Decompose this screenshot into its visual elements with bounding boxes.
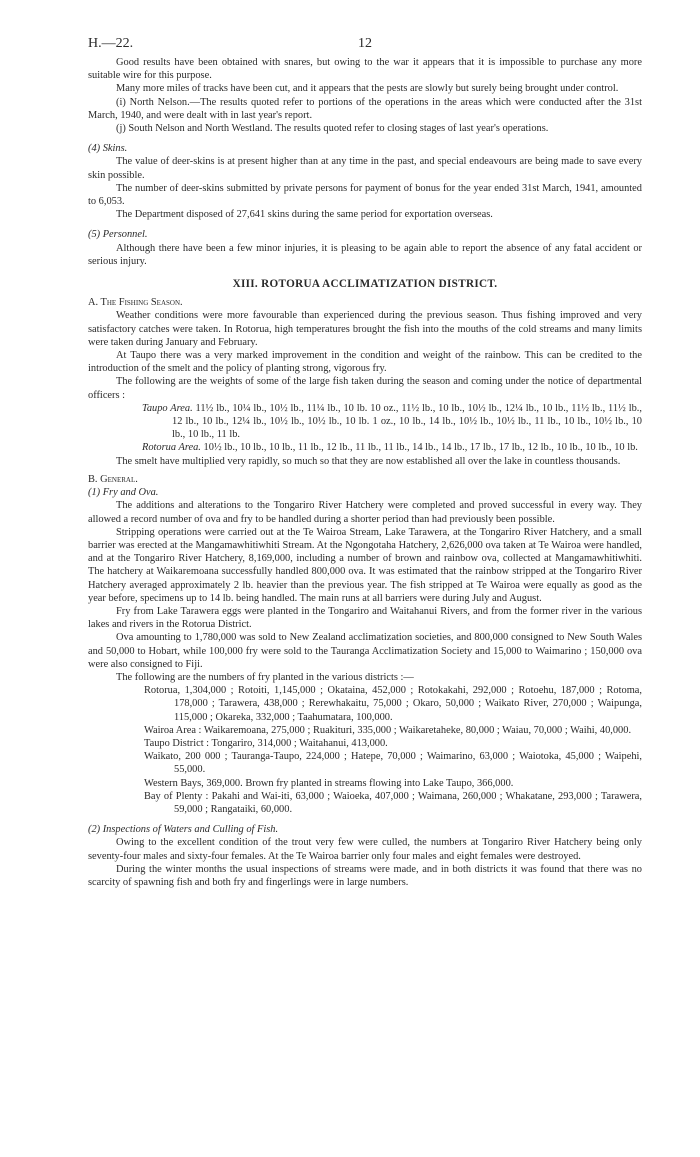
fishing-paragraph-1: Weather conditions were more favourable than experienced during the previous season. Thus fishing improved and very satisfactory catches were taken. In Rotorua, high temperatures brought the fish into the mouths of the cold streams and many limits were taken during January and February. — [88, 310, 642, 348]
fishing-season-heading: A. The Fishing Season. — [88, 297, 183, 309]
general-heading: B. General. — [88, 473, 138, 485]
inspections-paragraph-1: Owing to the excellent condition of the trout very few were culled, the numbers at Tongariro River Hatchery being only seventy-four males and sixty-four females. At the Te Wairoa barrier only four males and eight females were destroyed. — [88, 837, 642, 862]
taupo-weights-entry — [88, 402, 642, 442]
intro-paragraph-3: (i) North Nelson.—The results quoted refer to portions of the operations in the areas which were conducted after the 31st March, 1940, and were dealt with in last year's report. — [88, 96, 642, 121]
inspections-paragraph-2: During the winter months the usual inspections of streams were made, and in both districts it was found that there was no scarcity of spawning fish and both fry and fingerlings were in large numbers. — [88, 863, 642, 888]
general-paragraph-4: Ova amounting to 1,780,000 was sold to New Zealand acclimatization societies, and 800,000 consigned to New South Wales and 50,000 to Hobart, while 100,000 fry were sold to the Tauranga Acclimatization Society and 15,000 to Waimarino ; 150,000 ova were also consigned to Fiji. — [88, 632, 642, 670]
district-entry: Bay of Plenty : Pakahi and Wai-iti, 63,000 ; Waioeka, 407,000 ; Waimana, 260,000 ; Whakatane, 293,000 ; Tarawera, 59,000 ; Rangataiki, 60,000. — [144, 790, 642, 815]
general-paragraph-1: The additions and alterations to the Tongariro River Hatchery were completed and proved successful in every way. They allowed a record number of ova and fry to be handled during a shorter period than had previously been possible. — [88, 500, 642, 525]
skins-heading: (4) Skins. — [88, 143, 128, 155]
fry-ova-heading: (1) Fry and Ova. — [88, 487, 159, 499]
district-entry: Waikato, 200 000 ; Tauranga-Taupo, 224,000 ; Hatepe, 70,000 ; Waimarino, 63,000 ; Waiotoka, 45,000 ; Waipehi, 55,000. — [144, 751, 642, 776]
fry-districts-list — [88, 684, 642, 816]
general-paragraph-2: Stripping operations were carried out at the Te Wairoa Stream, Lake Tarawera, at the Tongariro River Hatchery, and a small barrier was erected at the Mangamawhitiwhiti Stream. At the Ngongotaha Hatchery, 2,626,000 ova taken at Te Wairoa were handled, and at the Tongariro River Hatchery, 8,169,000, including a number of brown and rainbow ova, collected at Mangamawhitiwhiti. The hatchery at Waikaremoana successfully handled 800,000 ova. It was estimated that the rainbow stripped at the Tongariro River Hatchery averaged approximately 2 lb. heavier than the previous year. The fish stripped at Te Wairoa were equally as good as the year before, specimens up to 14 lb. being handled. The main runs at all barriers were during July and August. — [88, 526, 642, 604]
smelt-paragraph: The smelt have multiplied very rapidly, so much so that they are now established all over the lake in countless thousands. — [116, 455, 621, 467]
district-entry: Western Bays, 369,000. Brown fry planted in streams flowing into Lake Taupo, 366,000. — [144, 777, 514, 789]
general-paragraph-3: Fry from Lake Tarawera eggs were planted in the Tongariro and Waitahanui Rivers, and from the former river in the various lakes and rivers in the Rotorua District. — [88, 605, 642, 631]
district-entry: Wairoa Area : Waikaremoana, 275,000 ; Ruakituri, 335,000 ; Waikaretaheke, 80,000 ; Waiau, 70,000 ; Waihi, 40,000. — [144, 724, 632, 736]
intro-paragraph-4: (j) South Nelson and North Westland. The results quoted refer to closing stages of last year's operations. — [116, 123, 549, 135]
district-entry: Rotorua, 1,304,000 ; Rotoiti, 1,145,000 ; Okataina, 452,000 ; Rotokakahi, 292,000 ; Rotoehu, 187,000 ; Rotoma, 178,000 ; Tarawera, 438,000 ; Rerewhakaitu, 75,000 ; Okaro, 50,000 ; Waikato River, 270,000 ; Waipunga, 115,000 ; Okareka, 332,000 ; Taahumatara, 100,000. — [144, 685, 642, 723]
inspections-heading: (2) Inspections of Waters and Culling of Fish. — [88, 824, 279, 836]
fishing-paragraph-3: The following are the weights of some of the large fish taken during the season and coming under the notice of departmental officers : — [88, 376, 642, 401]
skins-paragraph-1: The value of deer-skins is at present higher than at any time in the past, and special endeavours are being made to save every skin possible. — [88, 156, 642, 181]
intro-paragraph-2: Many more miles of tracks have been cut, and it appears that the pests are slowly but surely being brought under control. — [116, 83, 619, 95]
page-number: 12 — [358, 36, 372, 51]
section-title: XIII. ROTORUA ACCLIMATIZATION DISTRICT. — [232, 278, 498, 291]
running-header — [88, 34, 642, 56]
report-code: H.—22. — [88, 36, 134, 51]
taupo-weights: 11½ lb., 10¼ lb., 10½ lb., 11¼ lb., 10 lb. 10 oz., 11½ lb., 10 lb., 10½ lb., 12¼ lb., 10 lb., 11½ lb., 11½ lb., 12 lb., 10 lb., 12¼ lb., 10½ lb., 10½ lb., 10 lb. 1 oz., 10 lb., 14 lb., 10½ lb., 10½ lb., 11 lb., 10 lb., 10½ lb., 10 lb., 10 lb., 11 lb. — [172, 402, 642, 441]
skins-paragraph-3: The Department disposed of 27,641 skins during the same period for exportation overseas. — [116, 209, 493, 221]
general-paragraph-5: The following are the numbers of fry planted in the various districts :— — [116, 671, 414, 683]
large-fish-list — [88, 402, 642, 455]
fishing-paragraph-2: At Taupo there was a very marked improvement in the condition and weight of the rainbow. This can be credited to the introduction of the smelt and the policy of planting strong, vigorous fry. — [88, 350, 642, 375]
skins-paragraph-2: The number of deer-skins submitted by private persons for payment of bonus for the year ended 31st March, 1941, amounted to 6,053. — [88, 182, 642, 208]
rotorua-area-label: Rotorua Area. — [142, 442, 201, 454]
personnel-paragraph: Although there have been a few minor injuries, it is pleasing to be again able to report the absence of any fatal accident or serious injury. — [88, 242, 642, 267]
taupo-area-label: Taupo Area. — [142, 402, 193, 414]
rotorua-weights-entry — [88, 441, 642, 454]
personnel-heading: (5) Personnel. — [88, 229, 148, 241]
intro-paragraph-1: Good results have been obtained with snares, but owing to the war it appears that it is impossible to purchase any more suitable wire for this purpose. — [88, 57, 642, 82]
district-entry: Taupo District : Tongariro, 314,000 ; Waitahanui, 413,000. — [144, 737, 388, 749]
rotorua-weights: 10½ lb., 10 lb., 10 lb., 11 lb., 12 lb., 11 lb., 11 lb., 14 lb., 14 lb., 17 lb., 17 lb., 12 lb., 10 lb., 10 lb., 10 lb. — [203, 442, 638, 454]
